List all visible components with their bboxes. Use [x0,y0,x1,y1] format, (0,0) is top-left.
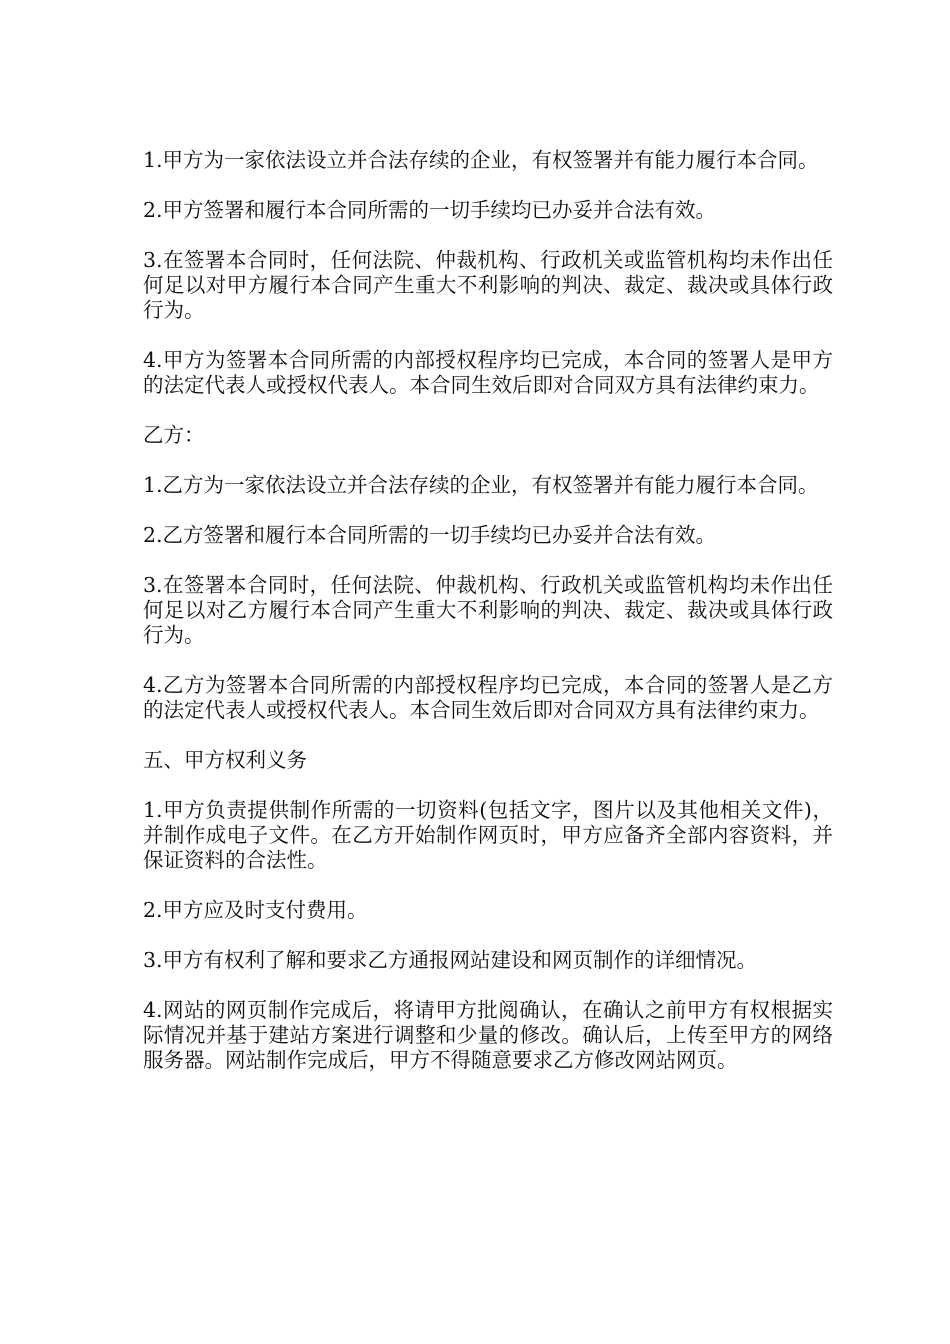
clause-party-b-3: 3.在签署本合同时，任何法院、仲裁机构、行政机关或监管机构均未作出任何足以对乙方履行本合同产生重大不利影响的判决、裁定、裁决或具体行政行为。 [143,573,833,647]
clause-party-b-4: 4.乙方为签署本合同所需的内部授权程序均已完成，本合同的签署人是乙方的法定代表人或授权代表人。本合同生效后即对合同双方具有法律约束力。 [143,673,833,722]
document-body [143,148,833,1073]
clause-rights-3: 3.甲方有权利了解和要求乙方通报网站建设和网页制作的详细情况。 [143,948,758,972]
clause-party-b-2: 2.乙方签署和履行本合同所需的一切手续均已办妥并合法有效。 [143,523,717,547]
clause-rights-4: 4.网站的网页制作完成后，将请甲方批阅确认，在确认之前甲方有权根据实际情况并基于建站方案进行调整和少量的修改。确认后，上传至甲方的网络服务器。网站制作完成后，甲方不得随意要求乙方修改网站网页。 [143,998,833,1072]
clause-party-b-1: 1.乙方为一家依法设立并合法存续的企业，有权签署并有能力履行本合同。 [143,473,819,497]
clause-party-a-1: 1.甲方为一家依法设立并合法存续的企业，有权签署并有能力履行本合同。 [143,148,819,172]
clause-rights-1: 1.甲方负责提供制作所需的一切资料(包括文字，图片以及其他相关文件)，并制作成电子文件。在乙方开始制作网页时，甲方应备齐全部内容资料，并保证资料的合法性。 [143,798,833,872]
clause-party-a-2: 2.甲方签署和履行本合同所需的一切手续均已办妥并合法有效。 [143,198,717,222]
clause-rights-2: 2.甲方应及时支付费用。 [143,898,368,922]
section-heading-party-b: 乙方： [143,423,205,447]
section-heading-rights-obligations: 五、甲方权利义务 [143,748,307,772]
clause-party-a-4: 4.甲方为签署本合同所需的内部授权程序均已完成，本合同的签署人是甲方的法定代表人或授权代表人。本合同生效后即对合同双方具有法律约束力。 [143,348,833,397]
clause-party-a-3: 3.在签署本合同时，任何法院、仲裁机构、行政机关或监管机构均未作出任何足以对甲方履行本合同产生重大不利影响的判决、裁定、裁决或具体行政行为。 [143,248,833,322]
